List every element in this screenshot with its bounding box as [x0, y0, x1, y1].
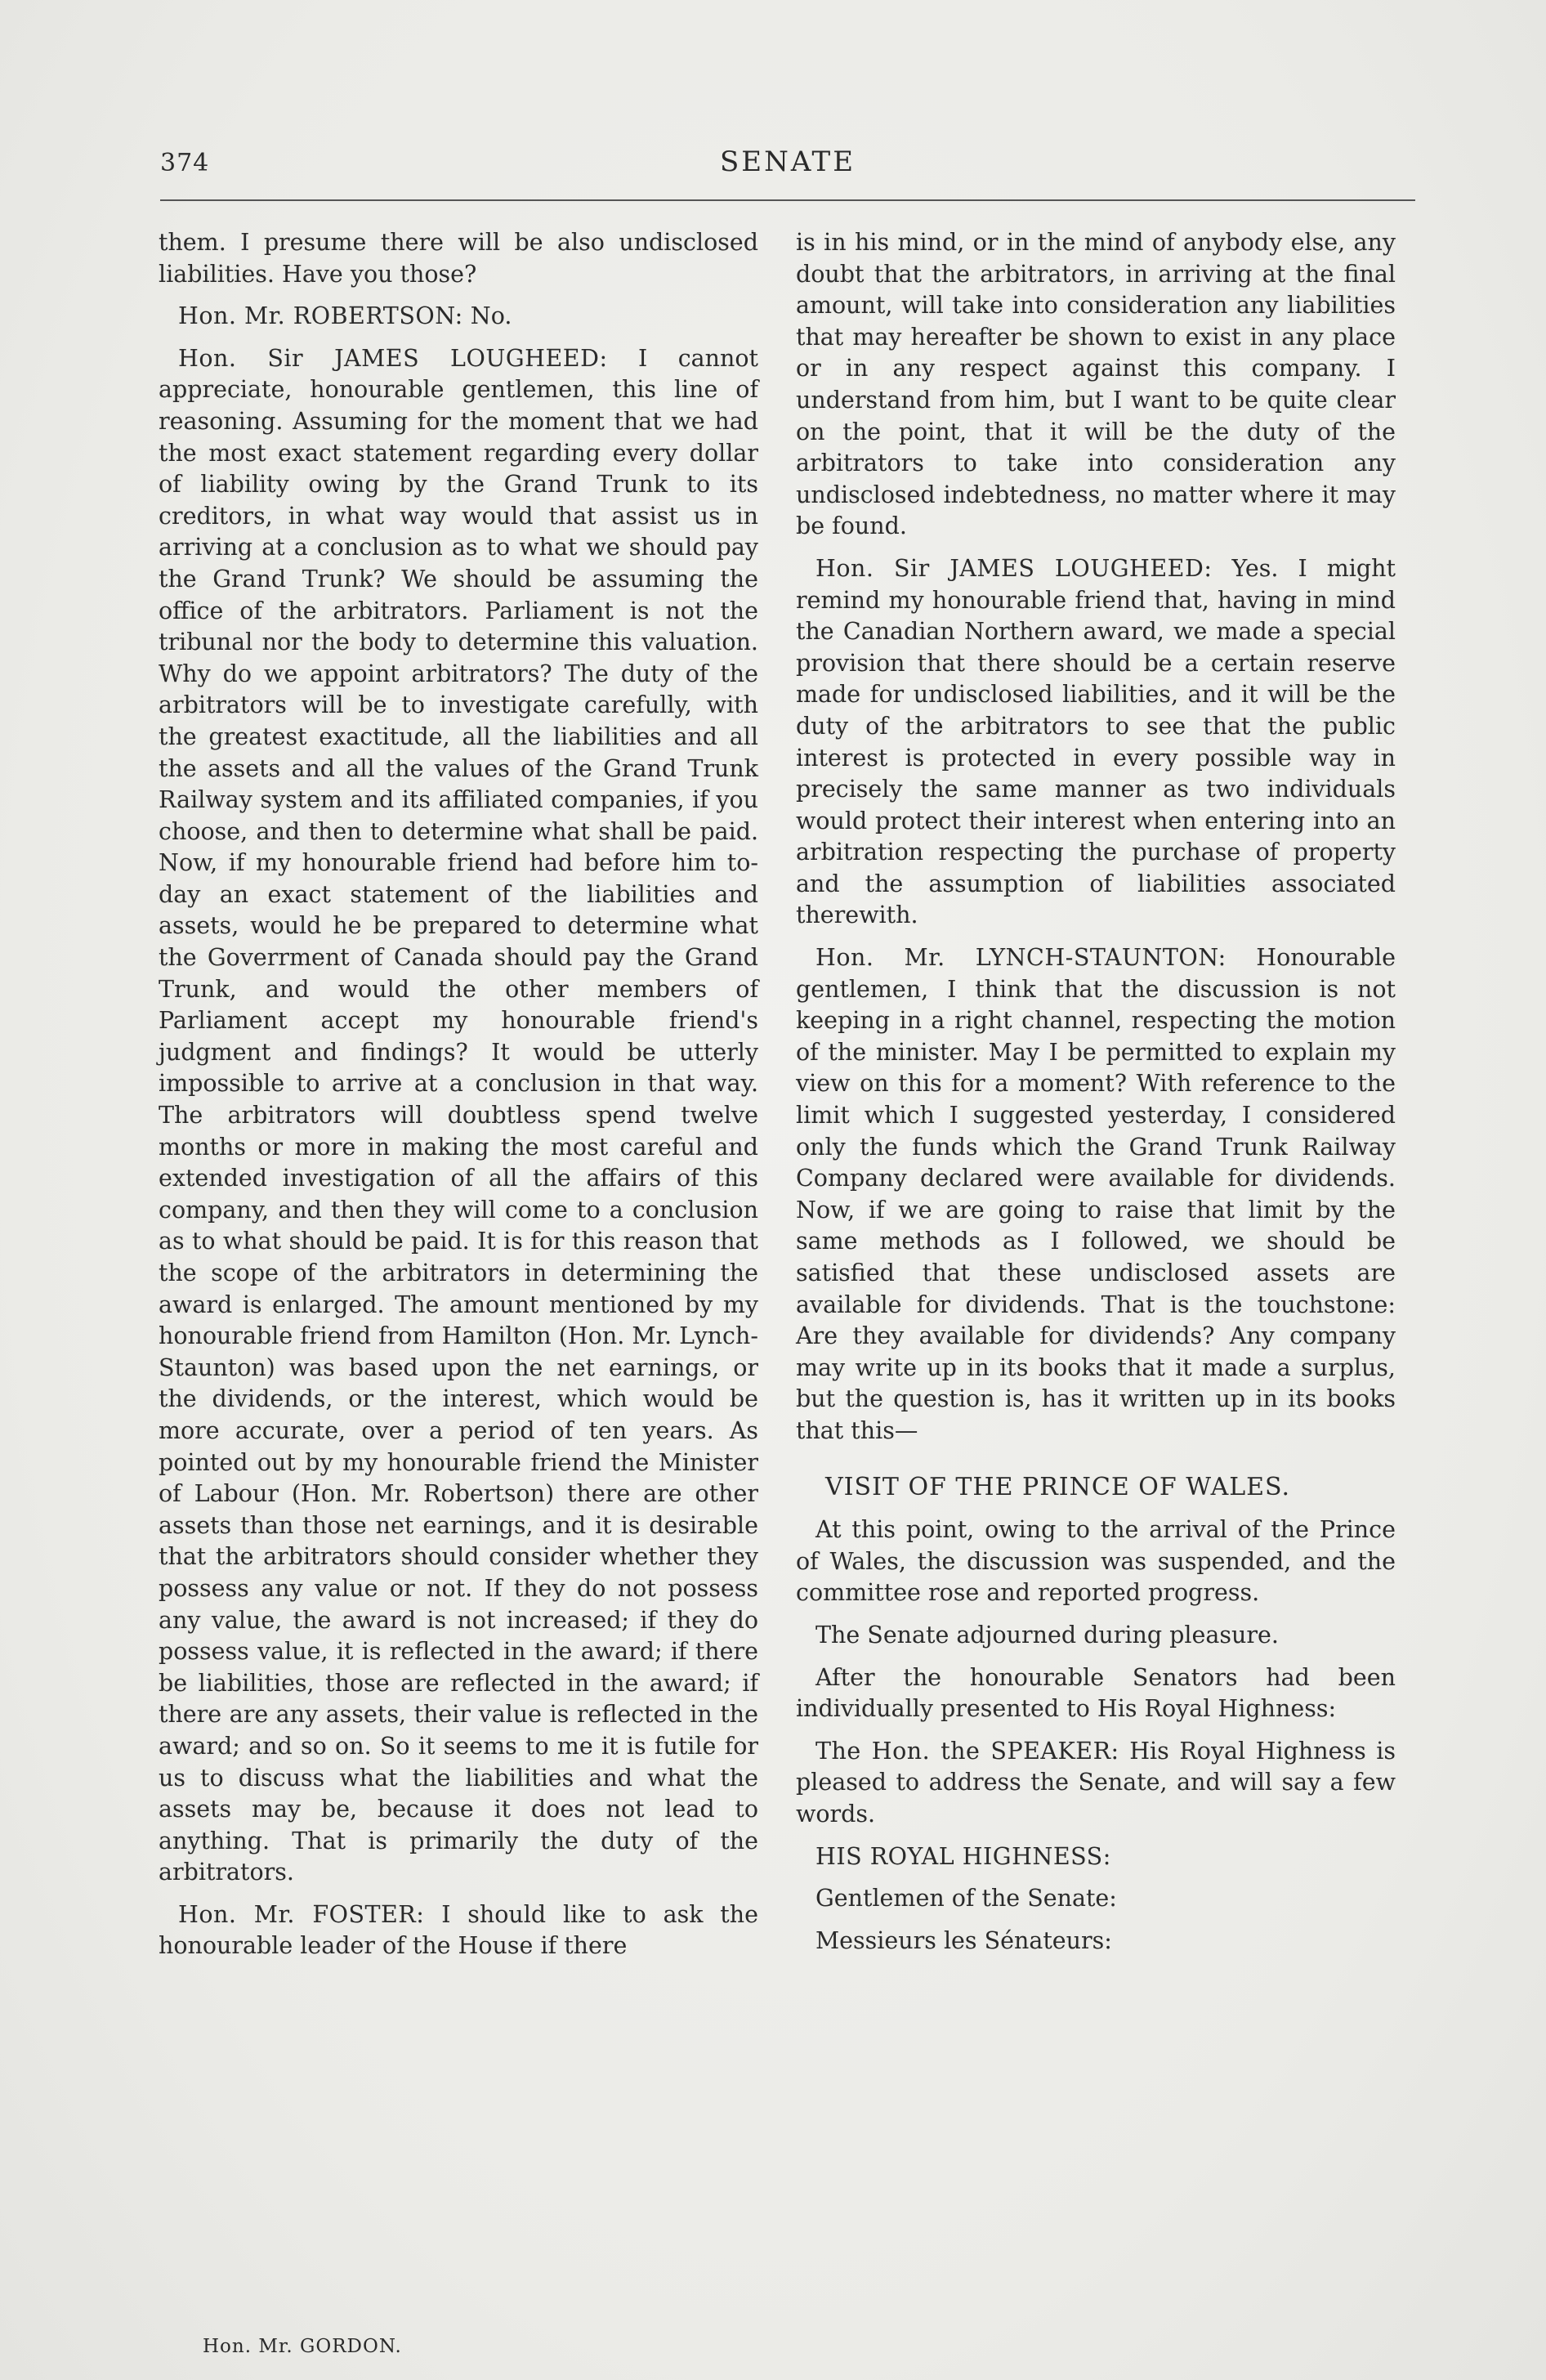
paragraph: At this point, owing to the arrival of the Prince of Wales, the discussion was suspended, and the committee rose and reported progress.	[796, 1516, 1396, 1607]
speaker-name: HIS ROYAL HIGHNESS:	[815, 1842, 1111, 1870]
speaker-name: The Hon. the SPEAKER:	[815, 1737, 1119, 1765]
speaker-name: Hon. Mr. ROBERTSON:	[178, 302, 463, 330]
paragraph: After the honourable Senators had been individually presented to His Royal Highness:	[796, 1663, 1396, 1723]
page-header	[160, 144, 1415, 186]
header-rule	[160, 199, 1415, 201]
left-column	[159, 227, 758, 1973]
paragraph: Gentlemen of the Senate:	[815, 1885, 1117, 1912]
speaker-name: Hon. Sir JAMES LOUGHEED:	[178, 344, 608, 372]
speech-text: No.	[462, 302, 512, 330]
footer-speaker-name: Hon. Mr. GORDON.	[203, 2336, 402, 2357]
speaker-name: Hon. Mr. FOSTER:	[178, 1900, 425, 1928]
speaker-name: Hon. Sir JAMES LOUGHEED:	[815, 554, 1213, 582]
paragraph	[159, 343, 758, 1889]
paragraph	[796, 1736, 1396, 1831]
paragraph: them. I presume there will be also undisclosed liabilities. Have you those?	[159, 229, 758, 288]
paragraph: Messieurs les Sénateurs:	[815, 1926, 1112, 1954]
paragraph	[796, 553, 1396, 932]
speech-text: His Royal Highness is pleased to address the Senate, and will say a few words.	[796, 1737, 1396, 1828]
speech-text: Yes. I might remind my honourable friend that, having in mind the Canadian Northern award, we made a special provision that there should be a certain reserve made for undisclosed liabilities, and it will be the duty of the arbitrators to see that the public interest is protected in every possible way in precisely the same manner as two individuals would protect their interest when entering into an arbitration respecting the purchase of property and the assumption of liabilities associated therewith.	[796, 554, 1396, 929]
paragraph	[159, 301, 758, 333]
speech-text: I cannot appreciate, honourable gentlemen, this line of reasoning. Assuming for the moment that we had the most exact statement regarding every dollar of liability owing by the Grand Trunk to its creditors, in what way would that assist us in arriving at a conclusion as to what we should pay the Grand Trunk? We should be assuming the office of the arbitrators. Parliament is not the tribunal nor the body to determine this valuation. Why do we appoint arbitrators? The duty of the arbitrators will be to investigate carefully, with the greatest exactitude, all the liabilities and all the assets and all the values of the Grand Trunk Railway system and its affiliated companies, if you choose, and then to determine what shall be paid. Now, if my honourable friend had before him to-day an exact statement of the liabilities and assets, would he be prepared to determine what the Goverrment of Canada should pay the Grand Trunk, and would the other members of Parliament accept my honourable friend's judgment and findings? It would be utterly impossible to arrive at a conclusion in that way. The arbitrators will doubtless spend twelve months or more in making the most careful and extended investigation of all the affairs of this company, and then they will come to a conclusion as to what should be paid. It is for this reason that the scope of the arbitrators in determining the award is enlarged. The amount mentioned by my honourable friend from Hamilton (Hon. Mr. Lynch-Staunton) was based upon the net earnings, or the dividends, or the interest, which would be more accurate, over a period of ten years. As pointed out by my honourable friend the Minister of Labour (Hon. Mr. Robertson) there are other assets than those net earnings, and it is desirable that the arbitrators should consider whether they possess any value or not. If they do not possess any value, the award is not increased; if they do possess value, it is reflected in the award; if there be liabilities, those are reflected in the award; if there are any assets, their value is reflected in the award; and so on. So it seems to me it is futile for us to discuss what the liabilities and what the assets may be, because it does not lead to anything. That is primarily the duty of the arbitrators.	[159, 344, 758, 1886]
paragraph	[159, 1899, 758, 1962]
paragraph	[796, 942, 1396, 1447]
paragraph: The Senate adjourned during pleasure.	[815, 1621, 1279, 1649]
speech-text: I should like to ask the honourable leader of the House if there	[159, 1900, 758, 1960]
right-column	[796, 227, 1396, 1967]
running-head-title: SENATE	[719, 145, 856, 178]
speech-text: Honourable gentlemen, I think that the discussion is not keeping in a right channel, respecting the motion of the minister. May I be permitted to explain my view on this for a moment? With reference to the limit which I suggested yesterday, I considered only the funds which the Grand Trunk Railway Company declared were available for dividends. Now, if we are going to raise that limit by the same methods as I followed, we should be satisfied that these undisclosed assets are available for dividends. That is the touchstone: Are they available for dividends? Any company may write up in its books that it made a surplus, but the question is, has it written up in its books that this—	[796, 944, 1396, 1444]
paragraph: is in his mind, or in the mind of anybody else, any doubt that the arbitrators, in arriving at the final amount, will take into consideration any liabilities that may hereafter be shown to exist in any place or in any respect against this company. I understand from him, but I want to be quite clear on the point, that it will be the duty of the arbitrators to take into consideration any undisclosed indebtedness, no matter where it may be found.	[796, 229, 1396, 540]
section-heading: VISIT OF THE PRINCE OF WALES.	[825, 1472, 1291, 1501]
page-number: 374	[160, 149, 210, 177]
speaker-name: Hon. Mr. LYNCH-STAUNTON:	[815, 944, 1227, 972]
